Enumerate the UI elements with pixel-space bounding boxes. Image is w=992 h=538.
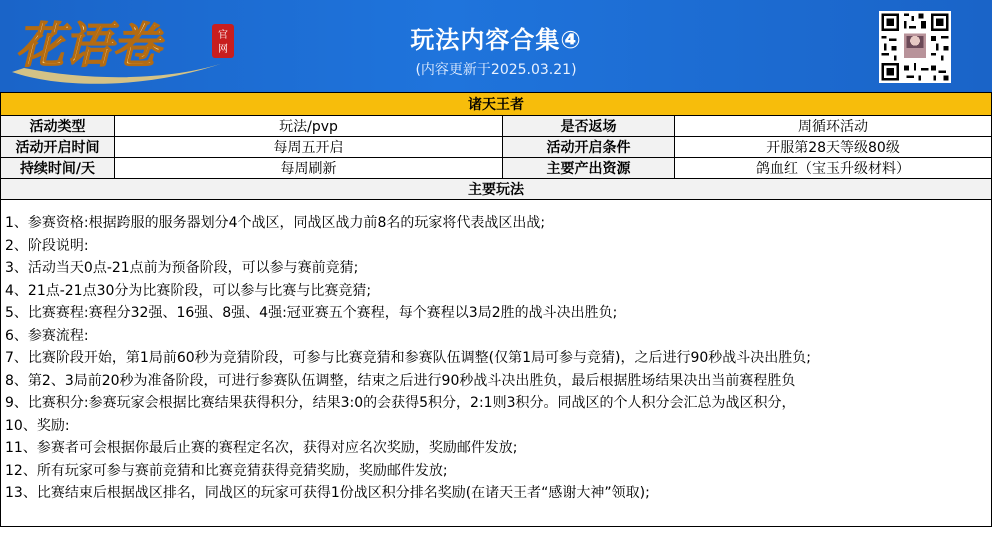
gameplay-lines xyxy=(1,212,991,505)
gameplay-line: 2、阶段说明: xyxy=(5,237,89,254)
label-duration: 持续时间/天 xyxy=(1,158,115,179)
gameplay-line: 8、第2、3局前20秒为准备阶段，可进行参赛队伍调整，结束之后进行90秒战斗决出胜负，最后根据胜场结果决出当前赛程胜负 xyxy=(5,372,796,389)
value-open-time: 每周五开启 xyxy=(115,137,503,158)
label-resource: 主要产出资源 xyxy=(503,158,675,179)
gameplay-line: 9、比赛积分:参赛玩家会根据比赛结果获得积分，结果3:0的会获得5积分，2:1则3积分。同战区的个人积分会汇总为战区积分， xyxy=(5,395,796,411)
svg-text:网: 网 xyxy=(218,44,228,55)
value-open-condition: 开服第28天等级80级 xyxy=(675,137,992,158)
svg-text:官: 官 xyxy=(218,30,228,41)
value-duration: 每周刷新 xyxy=(115,158,503,179)
table-row xyxy=(1,158,992,179)
value-activity-type: 玩法/pvp xyxy=(115,116,503,137)
gameplay-line: 13、比赛结束后根据战区排名，同战区的玩家可获得1份战区积分排名奖励(在诸天王者“感谢大神”领取); xyxy=(5,485,650,501)
gameplay-line: 7、比赛阶段开始，第1局前60秒为竞猜阶段，可参与比赛竞猜和参赛队伍调整(仅第1局可参与竞猜)，之后进行90秒战斗决出胜负; xyxy=(5,350,811,366)
qr-code-icon[interactable] xyxy=(879,11,951,83)
header-banner xyxy=(0,0,992,92)
label-activity-type: 活动类型 xyxy=(1,116,115,137)
main-gameplay-title: 主要玩法 xyxy=(1,179,992,200)
gameplay-description xyxy=(1,200,992,527)
table-row xyxy=(1,116,992,137)
gameplay-line: 1、参赛资格:根据跨服的服务器划分4个战区，同战区战力前8名的玩家将代表战区出战; xyxy=(5,215,546,231)
activity-table xyxy=(0,92,992,527)
section-title: 诸天王者 xyxy=(1,93,992,116)
update-date: (内容更新于2025.03.21) xyxy=(415,62,577,78)
label-open-condition: 活动开启条件 xyxy=(503,137,675,158)
label-open-time: 活动开启时间 xyxy=(1,137,115,158)
svg-text:花语卷: 花语卷 xyxy=(16,18,161,74)
gameplay-line: 10、奖励: xyxy=(5,417,70,434)
page-title: 玩法内容合集④ xyxy=(410,26,582,54)
gameplay-line: 12、所有玩家可参与赛前竞猜和比赛竞猜获得竞猜奖励，奖励邮件发放; xyxy=(5,462,448,479)
gameplay-line: 5、比赛赛程:赛程分32强、16强、8强、4强:冠亚赛五个赛程，每个赛程以3局2胜的战斗决出胜负; xyxy=(5,305,618,321)
value-return: 周循环活动 xyxy=(675,116,992,137)
gameplay-line: 6、参赛流程: xyxy=(5,327,89,344)
value-resource: 鸽血红（宝玉升级材料） xyxy=(675,158,992,179)
gameplay-line: 3、活动当天0点-21点前为预备阶段，可以参与赛前竞猜; xyxy=(5,260,359,276)
gameplay-line: 11、参赛者可会根据你最后止赛的赛程定名次，获得对应名次奖励，奖励邮件发放; xyxy=(5,440,518,456)
label-return: 是否返场 xyxy=(503,116,675,137)
gameplay-line: 4、21点-21点30分为比赛阶段，可以参与比赛与比赛竞猜; xyxy=(5,282,372,299)
table-row xyxy=(1,137,992,158)
